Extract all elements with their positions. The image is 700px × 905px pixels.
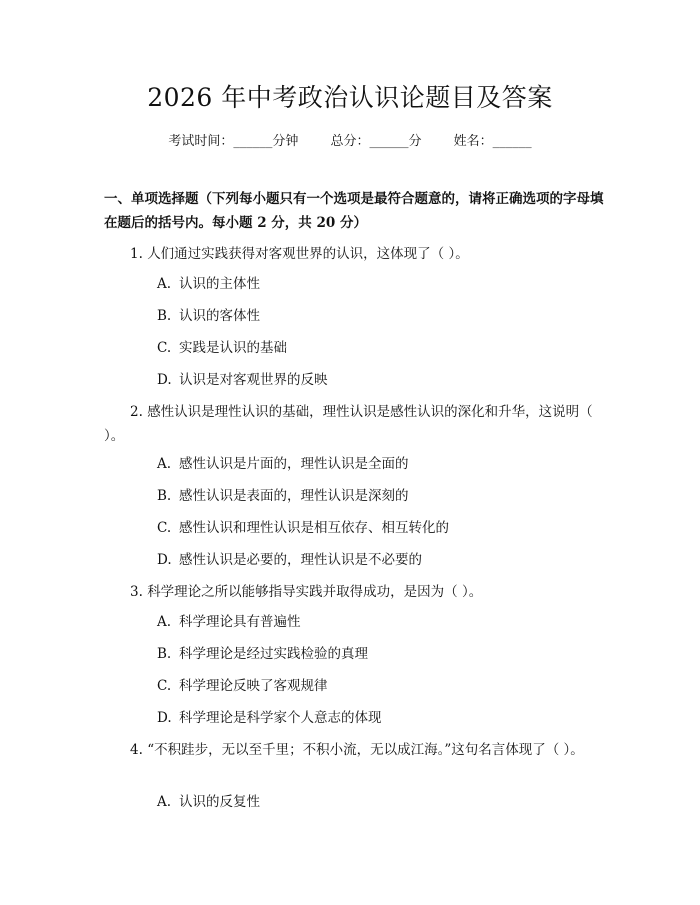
question-2	[104, 400, 604, 448]
question-stem: 感性认识是理性认识的基础，理性认识是感性认识的深化和升华，这说明（ ）。	[104, 404, 593, 444]
option-letter: D.	[157, 372, 172, 388]
option-letter: A.	[157, 456, 172, 472]
document-title: 2026 年中考政治认识论题目及答案	[147, 83, 553, 112]
option-text: 感性认识是片面的，理性认识是全面的	[179, 456, 409, 472]
q2-option-c	[157, 518, 449, 538]
option-letter: C.	[157, 340, 172, 356]
option-letter: D.	[157, 710, 172, 726]
question-4	[104, 738, 604, 762]
q2-option-a	[157, 454, 409, 474]
option-letter: B.	[157, 646, 172, 662]
student-name-field: 姓名：______	[453, 134, 532, 149]
q3-option-b	[157, 644, 368, 664]
option-letter: C.	[157, 520, 172, 536]
option-text: 感性认识是必要的，理性认识是不必要的	[179, 552, 422, 568]
option-letter: A.	[157, 276, 172, 292]
option-text: 认识的客体性	[179, 308, 260, 324]
option-text: 科学理论反映了客观规律	[179, 678, 328, 694]
option-text: 认识是对客观世界的反映	[179, 372, 328, 388]
option-text: 科学理论是经过实践检验的真理	[179, 646, 368, 662]
question-stem: “不积跬步，无以至千里；不积小流，无以成江海。”这句名言体现了（ ）。	[147, 742, 584, 758]
option-text: 感性认识和理性认识是相互依存、相互转化的	[179, 520, 449, 536]
total-score-field: 总分：______分	[330, 134, 422, 149]
q3-option-c	[157, 676, 328, 696]
exam-time-field: 考试时间：______分钟	[168, 134, 299, 149]
q1-option-c	[157, 338, 287, 358]
q2-option-d	[157, 550, 422, 570]
q1-option-d	[157, 370, 328, 390]
option-text: 认识的主体性	[179, 276, 260, 292]
option-letter: A.	[157, 794, 172, 810]
q3-option-d	[157, 708, 382, 728]
option-letter: D.	[157, 552, 172, 568]
q3-option-a	[157, 612, 301, 632]
section-heading: 一、单项选择题（下列每小题只有一个选项是最符合题意的，请将正确选项的字母填在题后的括号内。每小题 2 分，共 20 分）	[104, 191, 604, 231]
option-text: 科学理论具有普遍性	[179, 614, 301, 630]
question-3	[104, 580, 604, 604]
option-letter: B.	[157, 308, 172, 324]
option-letter: A.	[157, 614, 172, 630]
question-number: 1.	[130, 246, 143, 262]
question-number: 3.	[130, 584, 143, 600]
option-text: 实践是认识的基础	[179, 340, 287, 356]
q1-option-b	[157, 306, 260, 326]
question-stem: 科学理论之所以能够指导实践并取得成功，是因为（ ）。	[147, 584, 483, 600]
q1-option-a	[157, 274, 260, 294]
question-number: 2.	[130, 404, 143, 420]
q2-option-b	[157, 486, 409, 506]
option-letter: B.	[157, 488, 172, 504]
question-stem: 人们通过实践获得对客观世界的认识，这体现了（ ）。	[147, 246, 469, 262]
option-text: 认识的反复性	[179, 794, 260, 810]
option-text: 感性认识是表面的，理性认识是深刻的	[179, 488, 409, 504]
question-1	[104, 242, 604, 266]
option-letter: C.	[157, 678, 172, 694]
option-text: 科学理论是科学家个人意志的体现	[179, 710, 382, 726]
q4-option-a	[157, 792, 260, 812]
exam-info-line	[0, 130, 700, 149]
question-number: 4.	[130, 742, 143, 758]
